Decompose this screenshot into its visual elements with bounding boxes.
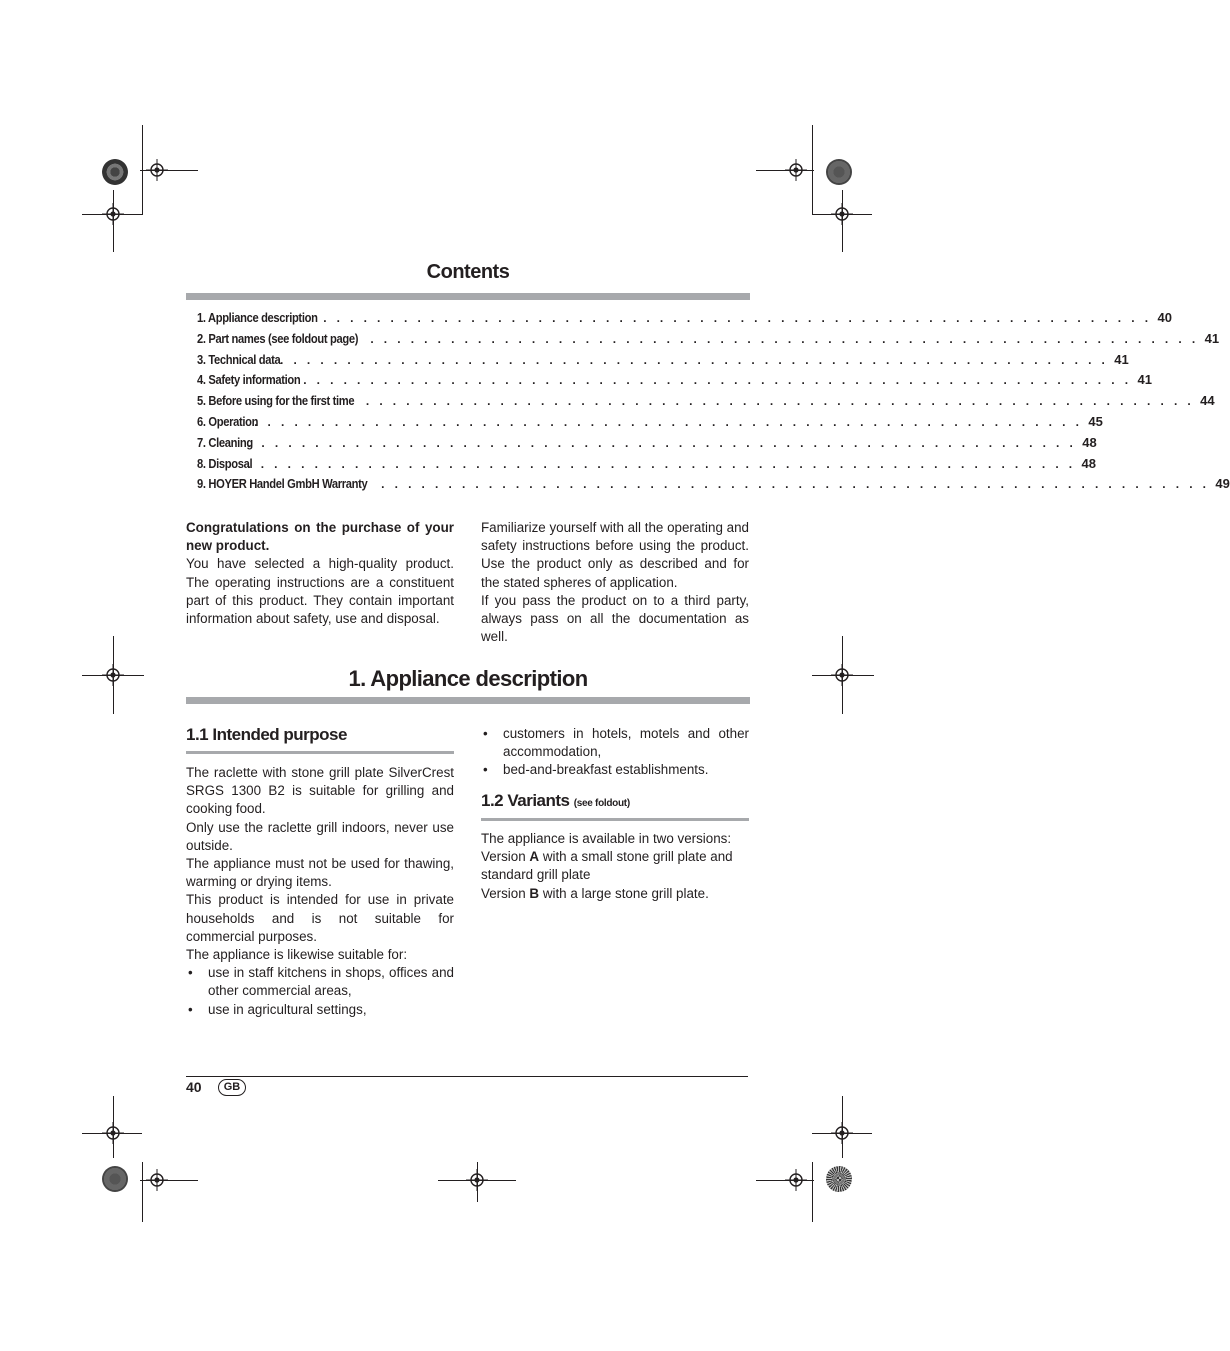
toc-entry-label: 9. HOYER Handel GmbH Warranty [197,476,368,492]
toc-entry[interactable] [197,455,1096,477]
registration-mark-icon [785,1169,807,1191]
intro-right-paragraph: If you pass the product on to a third party, always pass on all the documentation as well. [481,592,749,645]
list-item: • use in staff kitchens in shops, offices and other commercial areas, [188,965,454,999]
registration-mark-icon [102,203,124,225]
toc-entry[interactable] [197,330,1220,352]
toc-entry[interactable] [197,434,1097,456]
paragraph: The appliance is likewise suitable for: [186,947,408,963]
list-item: • bed-and-breakfast establishments. [481,761,749,779]
toc-entry-page: 48 [1081,455,1096,471]
registration-mark-icon [146,159,168,181]
intro-left-text: You have selected a high-quality product. The operating instructions are a constituent part of this product. They contain important information about safety, use and disposal. [186,556,454,627]
registration-mark-icon [831,203,853,225]
toc-entry-page: 41 [1114,351,1129,367]
color-disc-icon [102,159,128,185]
toc-leader-dots: . . . . . . . . . . . . . . . . . . . . . . . . . . . . . . . . . . . . . . . . . . . . . . . . . . . . . . . . . . . . . . [280,352,1109,367]
toc-leader-dots: . . . . . . . . . . . . . . . . . . . . . . . . . . . . . . . . . . . . . . . . . . . . . . . . . . . . . . . . . . . . . . [254,414,1083,429]
toc-entry-label: 7. Cleaning [197,434,253,450]
toc-leader-dots: . . . . . . . . . . . . . . . . . . . . . . . . . . . . . . . . . . . . . . . . . . . . . . . . . . . . . . . . . . . . . . [323,311,1152,325]
paragraph: This product is intended for use in private households and is not suitable for commercial purposes. [186,892,454,944]
intro-left-column [186,519,454,628]
toc-entry-page: 49 [1215,476,1230,492]
paragraph: The raclette with stone grill plate SilverCrest SRGS 1300 B2 is suitable for grilling and cooking food. [186,765,454,817]
toc-entry-label: 5. Before using for the first time [197,393,355,409]
toc-leader-dots: . . . . . . . . . . . . . . . . . . . . . . . . . . . . . . . . . . . . . . . . . . . . . . . . . . . . . . . . . . . . . . [381,477,1210,492]
toc-entry[interactable] [197,310,1172,331]
section-title: 1. Appliance description [348,666,588,691]
subsection-rule [186,751,454,754]
registration-mark-icon [831,1122,853,1144]
section-title-bar [186,697,750,704]
color-disc-icon [826,159,852,185]
intended-purpose-continued [481,725,749,780]
toc-entry-page: 44 [1200,393,1215,409]
registration-mark-icon [466,1169,488,1191]
toc-entry[interactable] [197,413,1103,435]
toc-entry-label: 2. Part names (see foldout page) [197,330,359,346]
version-b-line: Version B with a large stone grill plate. [481,885,709,901]
intro-right-column [481,519,749,646]
subsection-rule [481,818,749,821]
toc-entry-label: 6. Operation [197,413,259,429]
toc-entry[interactable] [197,372,1152,393]
page-number: 40 [186,1079,202,1095]
toc-entry[interactable] [197,351,1129,373]
toc-leader-dots: . . . . . . . . . . . . . . . . . . . . . . . . . . . . . . . . . . . . . . . . . . . . . . . . . . . . . . . . . . . . . . [247,456,1076,471]
toc-entry-page: 41 [1137,372,1152,388]
toc-leader-dots: . . . . . . . . . . . . . . . . . . . . . . . . . . . . . . . . . . . . . . . . . . . . . . . . . . . . . . . . . . . . . . [303,373,1132,388]
toc-leader-dots: . . . . . . . . . . . . . . . . . . . . . . . . . . . . . . . . . . . . . . . . . . . . . . . . . . . . . . . . . . . . . . [370,331,1199,346]
table-of-contents [197,310,1230,497]
color-disc-icon [826,1166,852,1192]
registration-mark-icon [785,159,807,181]
paragraph: The appliance is available in two versions: [481,831,732,846]
color-disc-icon [102,1166,128,1192]
paragraph: The appliance must not be used for thawing, warming or drying items. [186,856,454,890]
paragraph: Only use the raclette grill indoors, never use outside. [186,819,454,853]
toc-entry-page: 41 [1204,330,1220,346]
toc-leader-dots: . . . . . . . . . . . . . . . . . . . . . . . . . . . . . . . . . . . . . . . . . . . . . . . . . . . . . . . . . . . . . . [247,435,1077,450]
intended-purpose-text [186,764,454,1019]
registration-mark-icon [146,1169,168,1191]
bullet-icon: • [188,1001,193,1017]
toc-entry[interactable] [197,393,1215,414]
contents-title-bar [186,293,750,300]
language-badge: GB [218,1079,246,1096]
toc-entry-page: 48 [1082,434,1097,450]
toc-entry-label: 8. Disposal [197,455,253,471]
toc-entry-page: 40 [1157,310,1172,325]
contents-title: Contents [426,261,510,283]
intro-heading: Congratulations on the purchase of your new product. [186,520,454,554]
toc-entry-label: 4. Safety information [197,372,301,388]
bullet-icon: • [483,726,488,741]
intro-right-paragraph: Familiarize yourself with all the operating and safety instructions before using the product. Use the product only as described and for the stated spheres of application. [481,520,749,590]
bullet-icon: • [188,965,193,981]
list-item: • customers in hotels, motels and other accommodation, [483,726,749,760]
toc-entry-label: 3. Technical data [197,351,281,367]
subsection-heading-intended-purpose: 1.1 Intended purpose [186,725,347,744]
footer-rule [186,1076,748,1077]
version-a-line: Version A with a small stone grill plate and standard grill plate [481,849,733,883]
list-item: • use in agricultural settings, [186,1001,454,1019]
registration-mark-icon [831,664,853,686]
registration-mark-icon [102,1122,124,1144]
subsection-heading-variants: 1.2 Variants (see foldout) [481,791,630,810]
toc-entry-page: 45 [1088,413,1103,429]
variants-text [481,830,749,903]
bullet-icon: • [483,762,488,778]
toc-entry[interactable] [197,476,1230,497]
variants-heading-note: (see foldout) [573,798,630,809]
registration-mark-icon [102,664,124,686]
toc-leader-dots: . . . . . . . . . . . . . . . . . . . . . . . . . . . . . . . . . . . . . . . . . . . . . . . . . . . . . . . . . . . . . . [365,394,1195,409]
toc-entry-label: 1. Appliance description [197,310,318,325]
